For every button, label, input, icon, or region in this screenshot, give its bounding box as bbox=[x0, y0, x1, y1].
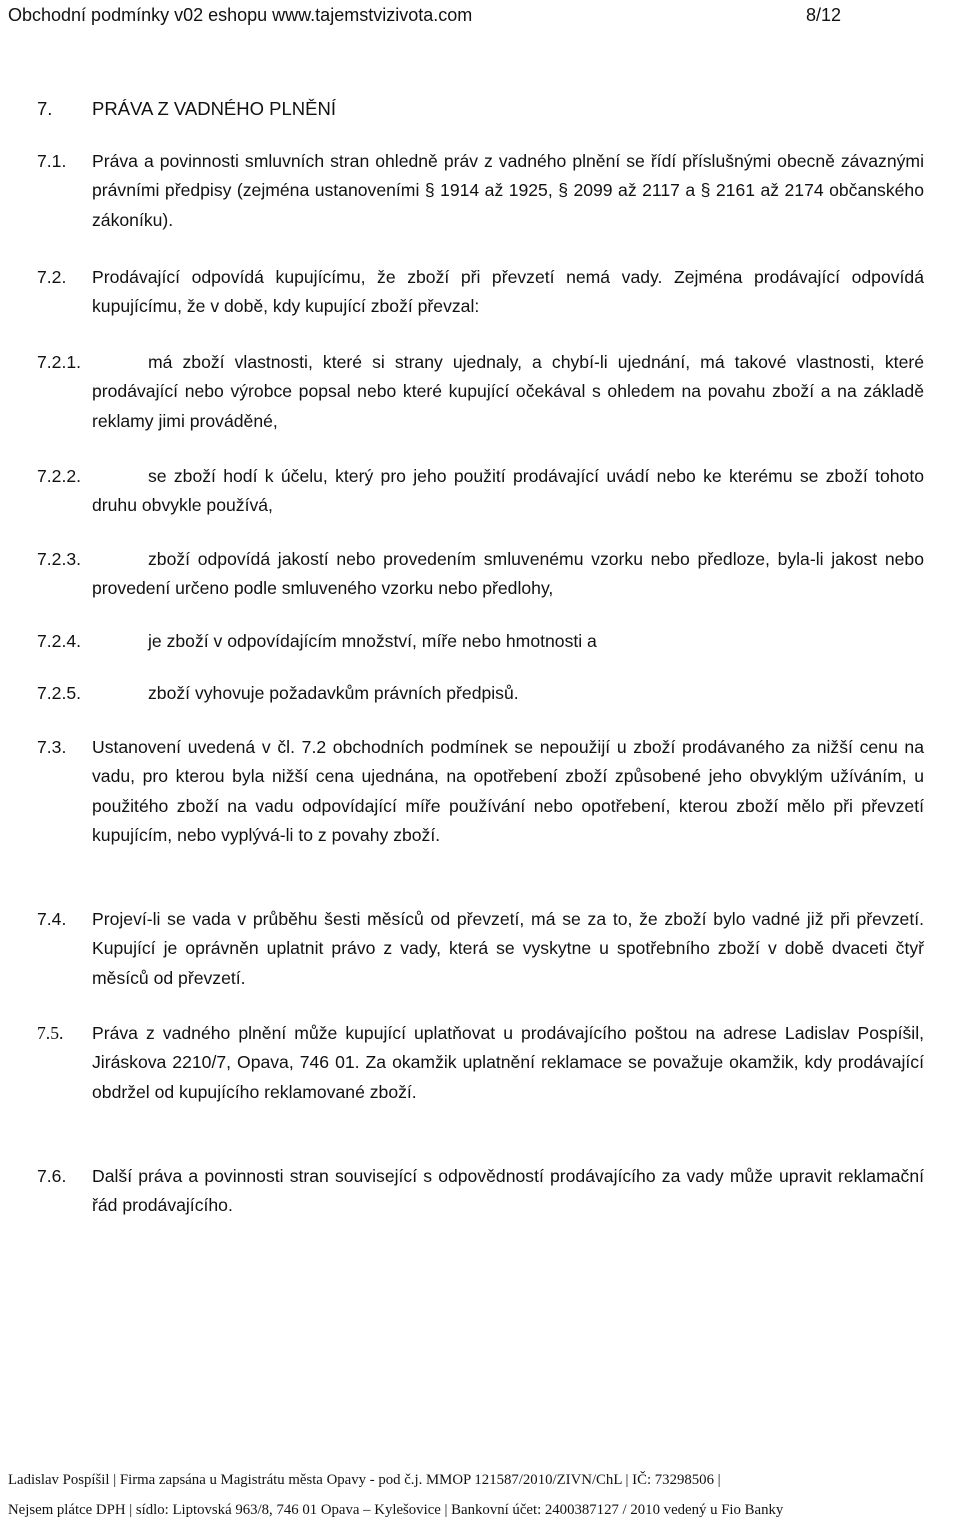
paragraph-7-2-5 bbox=[37, 679, 924, 708]
paragraph-text: Další práva a povinnosti stran související s odpovědností prodávajícího za vady může upravit reklamační řád prodávajícího. bbox=[92, 1166, 924, 1216]
paragraph-number: 7.6. bbox=[37, 1166, 67, 1186]
paragraph-text: Prodávající odpovídá kupujícímu, že zboží při převzetí nemá vady. Zejména prodávající odpovídá kupujícímu, že v době, kdy kupující zboží převzal: bbox=[92, 267, 924, 317]
page-number: 8/12 bbox=[806, 5, 842, 25]
document-title: Obchodní podmínky v02 eshopu www.tajemstvizivota.com bbox=[8, 5, 473, 25]
paragraph-number: 7.4. bbox=[37, 909, 67, 929]
paragraph-text: Projeví-li se vada v průběhu šesti měsíců od převzetí, má se za to, že zboží bylo vadné již při převzetí. Kupující je oprávněn uplatnit právo z vady, která se vyskytne u spotřebního zboží v době dvaceti čtyř měsíců od převzetí. bbox=[92, 909, 924, 988]
paragraph-7-5 bbox=[37, 1019, 924, 1107]
paragraph-number: 7.5. bbox=[37, 1023, 64, 1043]
footer-line-2: Nejsem plátce DPH | sídlo: Liptovská 963/8, 746 01 Opava – Kylešovice | Bankovní účet: 2400387127 / 2010 vedený u Fio Banky bbox=[8, 1502, 784, 1518]
paragraph-7-6 bbox=[37, 1162, 924, 1221]
paragraph-7-3 bbox=[37, 733, 924, 851]
paragraph-number: 7.2.3. bbox=[37, 549, 82, 569]
paragraph-number: 7.1. bbox=[37, 151, 67, 171]
paragraph-7-1 bbox=[37, 147, 924, 235]
section-number: 7. bbox=[37, 98, 53, 119]
section-heading bbox=[37, 97, 336, 121]
paragraph-number: 7.2.1. bbox=[37, 352, 82, 372]
paragraph-7-2-1 bbox=[37, 348, 924, 436]
section-title: PRÁVA Z VADNÉHO PLNĚNÍ bbox=[92, 98, 336, 119]
paragraph-7-2-3 bbox=[37, 545, 924, 604]
footer-line-1: Ladislav Pospíšil | Firma zapsána u Magistrátu města Opavy - pod č.j. MMOP 121587/2010/ZIVN/ChL | IČ: 73298506 | bbox=[8, 1472, 721, 1488]
paragraph-number: 7.2.4. bbox=[37, 631, 82, 651]
paragraph-number: 7.2.2. bbox=[37, 466, 82, 486]
page-header bbox=[0, 0, 960, 40]
paragraph-number: 7.2.5. bbox=[37, 683, 82, 703]
paragraph-text: se zboží hodí k účelu, který pro jeho použití prodávající uvádí nebo ke kterému se zboží tohoto druhu obvykle používá, bbox=[92, 466, 924, 516]
paragraph-7-2-2 bbox=[37, 462, 924, 521]
paragraph-number: 7.3. bbox=[37, 737, 67, 757]
paragraph-7-2 bbox=[37, 263, 924, 322]
paragraph-text: zboží vyhovuje požadavkům právních předpisů. bbox=[148, 683, 519, 703]
paragraph-text: má zboží vlastnosti, které si strany ujednaly, a chybí-li ujednání, má takové vlastnosti, které prodávající nebo výrobce popsal nebo které kupující očekával s ohledem na povahu zboží a na základě reklamy jimi prováděné, bbox=[92, 352, 924, 431]
paragraph-text: Ustanovení uvedená v čl. 7.2 obchodních podmínek se nepoužijí u zboží prodávaného za nižší cenu na vadu, pro kterou byla nižší cena ujednána, na opotřebení zboží způsobené jeho obvyklým užíváním, u použitého zboží na vadu odpovídající míře používání nebo opotřebení, kterou zboží mělo při převzetí kupujícím, nebo vyplývá-li to z povahy zboží. bbox=[92, 737, 924, 846]
paragraph-text: Práva z vadného plnění může kupující uplatňovat u prodávajícího poštou na adrese Ladislav Pospíšil, Jiráskova 2210/7, Opava, 746 01. Za okamžik uplatnění reklamace se považuje okamžik, kdy prodávající obdržel od kupujícího reklamované zboží. bbox=[92, 1023, 924, 1102]
paragraph-7-4 bbox=[37, 905, 924, 993]
paragraph-number: 7.2. bbox=[37, 267, 67, 287]
paragraph-7-2-4 bbox=[37, 627, 924, 656]
paragraph-text: zboží odpovídá jakostí nebo provedením smluvenému vzorku nebo předloze, byla-li jakost nebo provedení určeno podle smluveného vzorku nebo předlohy, bbox=[92, 549, 924, 599]
paragraph-text: je zboží v odpovídajícím množství, míře nebo hmotnosti a bbox=[148, 631, 597, 651]
paragraph-text: Práva a povinnosti smluvních stran ohledně práv z vadného plnění se řídí příslušnými obecně závaznými právními předpisy (zejména ustanoveními § 1914 až 1925, § 2099 až 2117 a § 2161 až 2174 občanského zákoníku). bbox=[92, 151, 924, 230]
